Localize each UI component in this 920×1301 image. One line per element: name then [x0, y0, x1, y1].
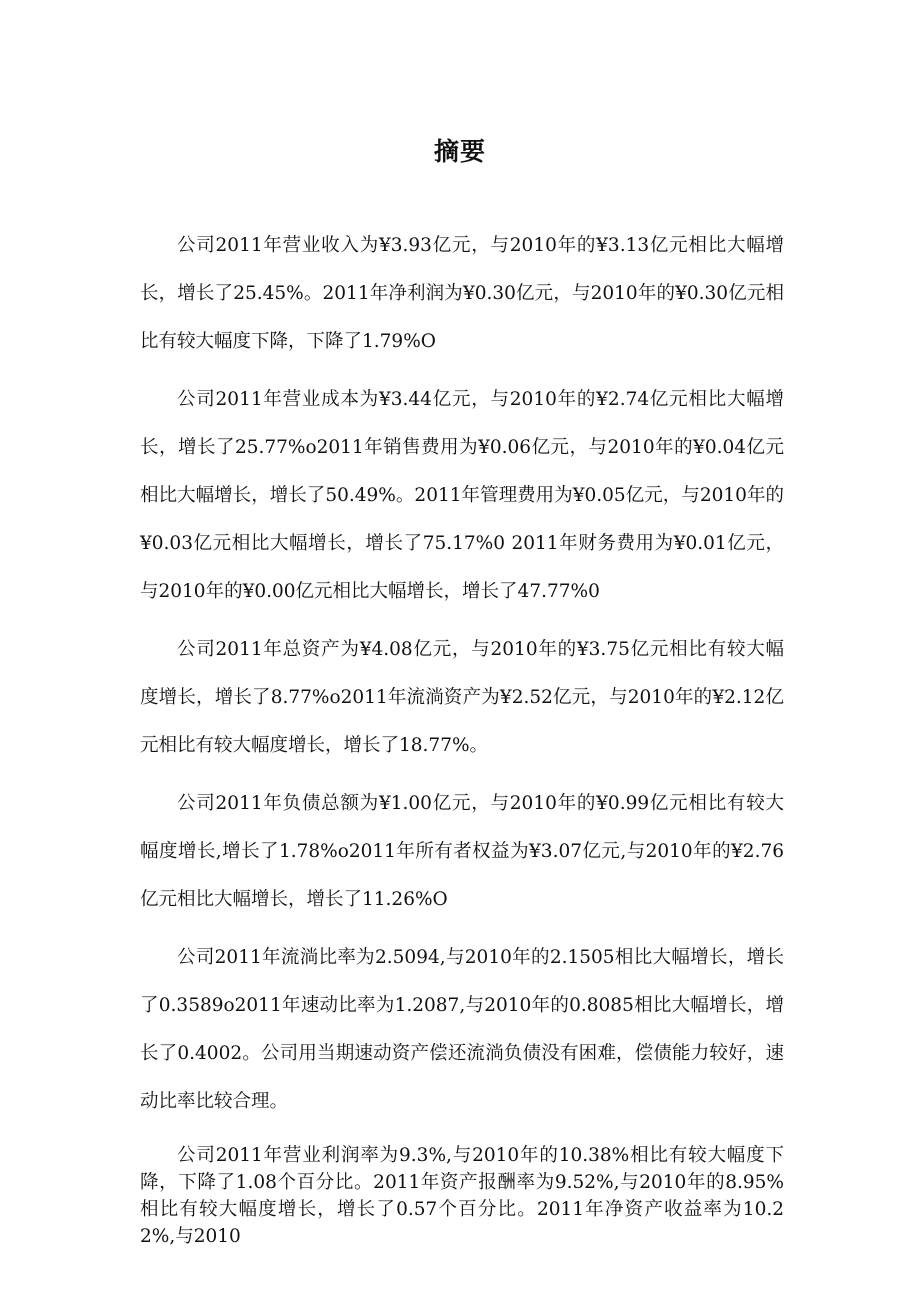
- paragraph-liquidity-ratios: 公司2011年流淌比率为2.5094,与2010年的2.1505相比大幅增长，增长了0.3589o2011年速动比率为1.2087,与2010年的0.8085相比大幅增长，增长了0.4002。公司用当期速动资产偿还流淌负债没有困难，偿债能力较好，速动比率比较合理。: [140, 947, 784, 1112]
- document-title: 摘要: [433, 137, 486, 166]
- paragraph-profitability-ratios: 公司2011年营业利润率为9.3%,与2010年的10.38%相比有较大幅度下降，下降了1.08个百分比。2011年资产报酬率为9.52%,与2010年的8.95%相比有较大幅度增长，增长了0.57个百分比。2011年净资产收益率为10.22%,与2010: [140, 1145, 784, 1247]
- paragraph-assets: 公司2011年总资产为¥4.08亿元，与2010年的¥3.75亿元相比有较大幅度增长，增长了8.77%o2011年流淌资产为¥2.52亿元，与2010年的¥2.12亿元相比有较大幅度增长，增长了18.77%。: [140, 639, 784, 756]
- paragraph-costs-expenses: 公司2011年营业成本为¥3.44亿元，与2010年的¥2.74亿元相比大幅增长，增长了25.77%o2011年销售费用为¥0.06亿元，与2010年的¥0.04亿元相比大幅增长，增长了50.49%。2011年管理费用为¥0.05亿元，与2010年的¥0.03亿元相比大幅增长，增长了75.17%0 2011年财务费用为¥0.01亿元，与2010年的¥0.00亿元相比大幅增长，增长了47.77%0: [140, 389, 784, 602]
- document-body: [140, 222, 784, 1260]
- paragraph-revenue-profit: 公司2011年营业收入为¥3.93亿元，与2010年的¥3.13亿元相比大幅增长，增长了25.45%。2011年净利润为¥0.30亿元，与2010年的¥0.30亿元相比有较大幅度下降，下降了1.79%O: [140, 235, 784, 352]
- paragraph-liabilities-equity: 公司2011年负债总额为¥1.00亿元，与2010年的¥0.99亿元相比有较大幅度增长,增长了1.78%o2011年所有者权益为¥3.07亿元,与2010年的¥2.76亿元相比大幅增长，增长了11.26%O: [140, 793, 784, 910]
